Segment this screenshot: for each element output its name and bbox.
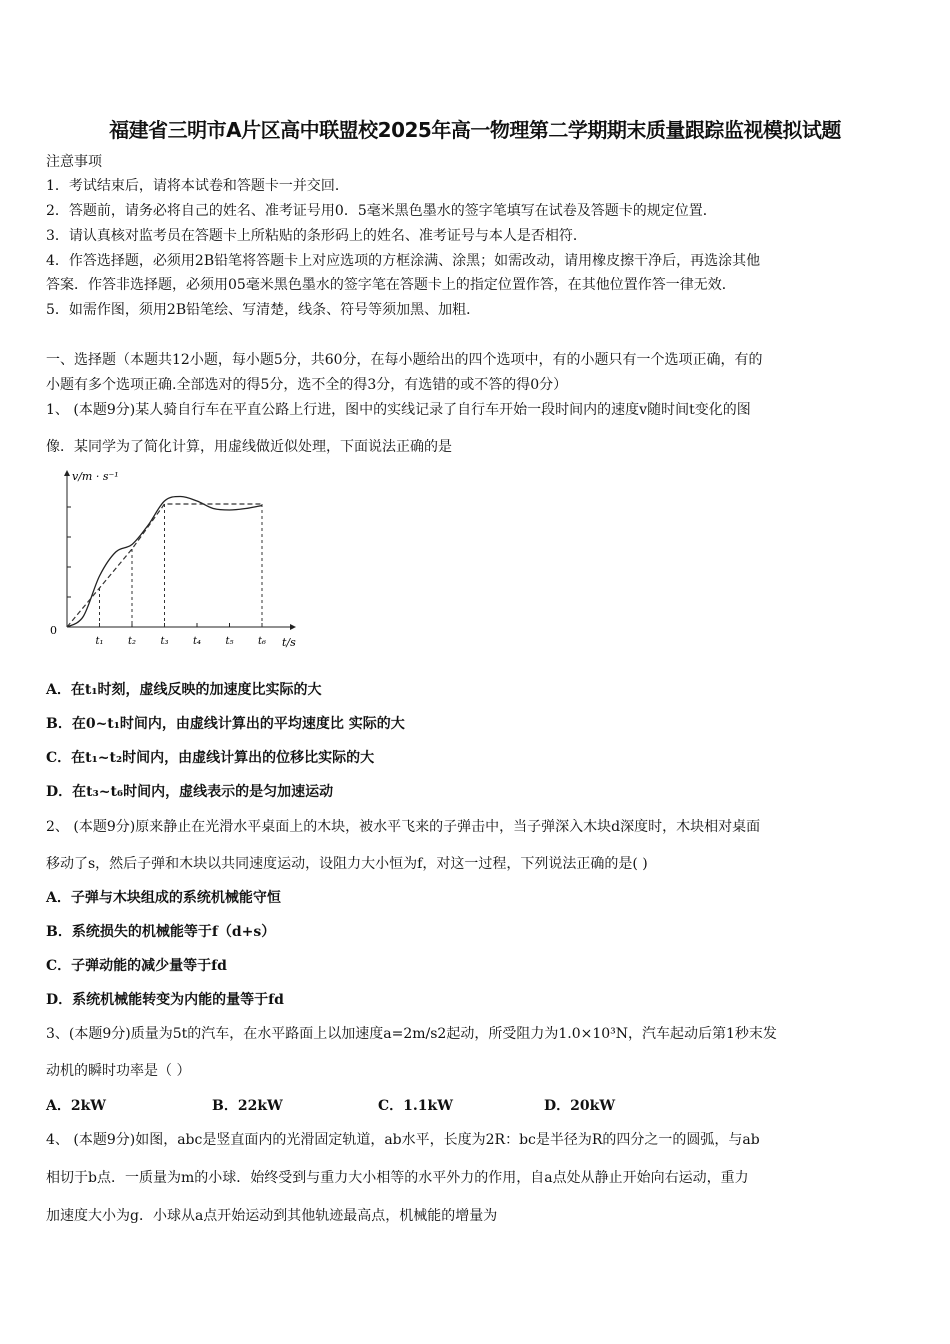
- notice-item: 5．如需作图，须用2B铅笔绘、写清楚，线条、符号等须加黑、加粗．: [46, 302, 481, 318]
- question-4-stem: 4、 (本题9分)如图，abc是竖直面内的光滑固定轨道，ab水平，长度为2R：bc是半径为R的四分之一的圆弧，与ab: [46, 1132, 760, 1148]
- question-3-stem: 3、(本题9分)质量为5t的汽车，在水平路面上以加速度a=2m/s2起动，所受阻力为1.0×10³N，汽车起动后第1秒末发: [46, 1026, 777, 1042]
- x-axis-arrow: [290, 624, 296, 630]
- y-axis-arrow: [64, 470, 70, 476]
- q3-option-c: C．1.1kW: [378, 1098, 453, 1114]
- chart-ticks: [67, 507, 266, 647]
- notice-item: 3．请认真核对监考员在答题卡上所粘贴的条形码上的姓名、准考证号与本人是否相符．: [46, 228, 587, 244]
- q2-option-d: D．系统机械能转变为内能的量等于fd: [46, 992, 284, 1008]
- q2-option-b: B．系统损失的机械能等于f（d+s）: [46, 924, 276, 940]
- x-tick-label: t₂: [128, 636, 137, 647]
- q3-option-a: A．2kW: [46, 1098, 107, 1114]
- chart-origin-label: 0: [50, 624, 57, 637]
- notice-item: 4．作答选择题，必须用2B铅笔将答题卡上对应选项的方框涂满、涂黑；如需改动，请用橡皮擦干净后，再选涂其他: [46, 253, 761, 269]
- q1-option-a: A．在t₁时刻，虚线反映的加速度比实际的大: [46, 682, 322, 698]
- question-2-stem: 2、 (本题9分)原来静止在光滑水平桌面上的木块，被水平飞来的子弹击中，当子弹深入木块d深度时，木块相对桌面: [46, 819, 761, 835]
- notice-item: 答案．作答非选择题，必须用05毫米黑色墨水的签字笔在答题卡上的指定位置作答，在其他位置作答一律无效．: [46, 277, 736, 293]
- velocity-time-chart: [40, 462, 310, 657]
- notice-item: 1．考试结束后，请将本试卷和答题卡一并交回．: [46, 178, 349, 194]
- chart-ylabel: v/m · s⁻¹: [72, 470, 119, 483]
- chart-guides: [100, 504, 263, 627]
- section-intro: 小题有多个选项正确.全部选对的得5分，选不全的得3分，有选错的或不答的得0分）: [46, 377, 568, 393]
- x-tick-label: t₃: [160, 636, 169, 647]
- q2-option-c: C．子弹动能的减少量等于fd: [46, 958, 227, 974]
- chart-xlabel: t/s: [282, 636, 296, 649]
- q1-option-c: C．在t₁~t₂时间内，由虚线计算出的位移比实际的大: [46, 750, 375, 766]
- chart-axes: [64, 470, 296, 630]
- question-2-stem: 移动了s，然后子弹和木块以共同速度运动，设阻力大小恒为f，对这一过程，下列说法正确的是( ): [46, 856, 648, 872]
- notice-heading: 注意事项: [46, 154, 102, 170]
- q3-option-b: B．22kW: [212, 1098, 283, 1114]
- q1-option-b: B．在0~t₁时间内，由虚线计算出的平均速度比 实际的大: [46, 716, 405, 732]
- page-title: 福建省三明市A片区高中联盟校2025年高一物理第二学期期末质量跟踪监视模拟试题: [109, 118, 841, 142]
- x-tick-label: t₁: [95, 636, 104, 647]
- x-tick-label: t₄: [193, 636, 202, 647]
- question-4-stem: 加速度大小为g．小球从a点开始运动到其他轨迹最高点，机械能的增量为: [46, 1208, 498, 1224]
- x-tick-label: t₅: [225, 636, 234, 647]
- question-1-stem: 1、 (本题9分)某人骑自行车在平直公路上行进，图中的实线记录了自行车开始一段时间内的速度v随时间t变化的图: [46, 402, 751, 418]
- question-4-stem: 相切于b点．一质量为m的小球．始终受到与重力大小相等的水平外力的作用，自a点处从静止开始向右运动，重力: [46, 1170, 749, 1186]
- q1-option-d: D．在t₃~t₆时间内，虚线表示的是匀加速运动: [46, 784, 334, 800]
- q3-option-d: D．20kW: [544, 1098, 616, 1114]
- question-3-stem: 动机的瞬时功率是（ ）: [46, 1063, 191, 1079]
- question-1-stem: 像．某同学为了简化计算，用虚线做近似处理，下面说法正确的是: [46, 439, 452, 455]
- x-tick-label: t₆: [258, 636, 267, 647]
- q2-option-a: A．子弹与木块组成的系统机械能守恒: [46, 890, 281, 906]
- section-intro: 一、选择题（本题共12小题，每小题5分，共60分，在每小题给出的四个选项中，有的小题只有一个选项正确，有的: [46, 352, 763, 368]
- notice-item: 2．答题前，请务必将自己的姓名、准考证号用0．5毫米黑色墨水的签字笔填写在试卷及答题卡的规定位置．: [46, 203, 717, 219]
